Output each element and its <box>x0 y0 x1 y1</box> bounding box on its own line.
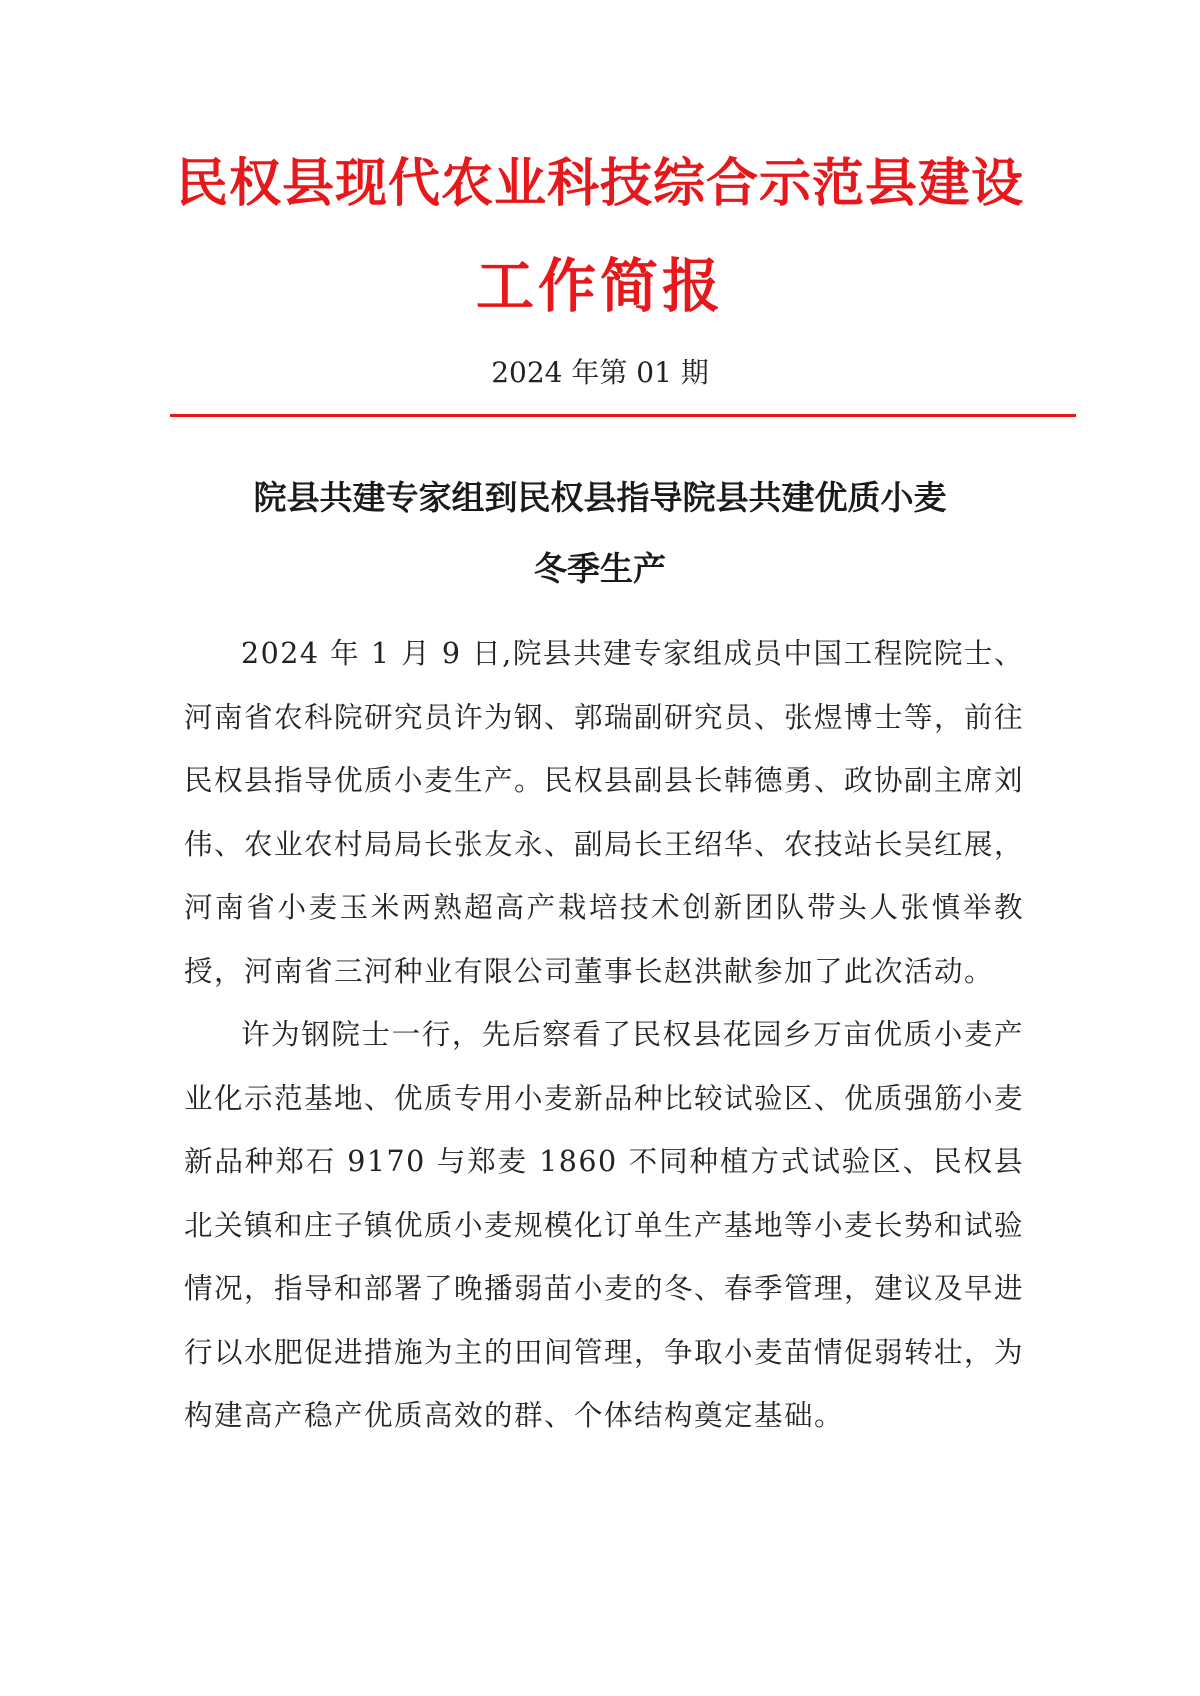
article-paragraph-2: 许为钢院士一行，先后察看了民权县花园乡万亩优质小麦产业化示范基地、优质专用小麦新品种比较试验区、优质强筋小麦新品种郑石 9170 与郑麦 1860 不同种植方式试验区、民权县北关镇和庄子镇优质小麦规模化订单生产基地等小麦长势和试验情况，指导和部署了晚播弱苗小麦的冬、春季管理，建议及早进行以水肥促进措施为主的田间管理，争取小麦苗情促弱转壮，为构建高产稳产优质高效的群、个体结构奠定基础。 <box>184 1018 1025 1432</box>
issue-number: 2024 年第 01 期 <box>491 356 709 389</box>
article-title-line2: 冬季生产 <box>534 549 666 588</box>
masthead-subtitle: 工作简报 <box>475 252 724 320</box>
article-body <box>184 622 1024 1448</box>
article-title-line1: 院县共建专家组到民权县指导院县共建优质小麦 <box>253 478 947 517</box>
masthead-title: 民权县现代农业科技综合示范县建设 <box>175 154 1024 214</box>
article-paragraph-1: 2024 年 1 月 9 日,院县共建专家组成员中国工程院院士、河南省农科院研究员许为钢、郭瑞副研究员、张煜博士等，前往民权县指导优质小麦生产。民权县副县长韩德勇、政协副主席刘伟、农业农村局局长张友永、副局长王绍华、农技站长吴红展，河南省小麦玉米两熟超高产栽培技术创新团队带头人张慎举教授，河南省三河种业有限公司董事长赵洪献参加了此次活动。 <box>184 637 1025 988</box>
red-divider <box>170 414 1076 417</box>
